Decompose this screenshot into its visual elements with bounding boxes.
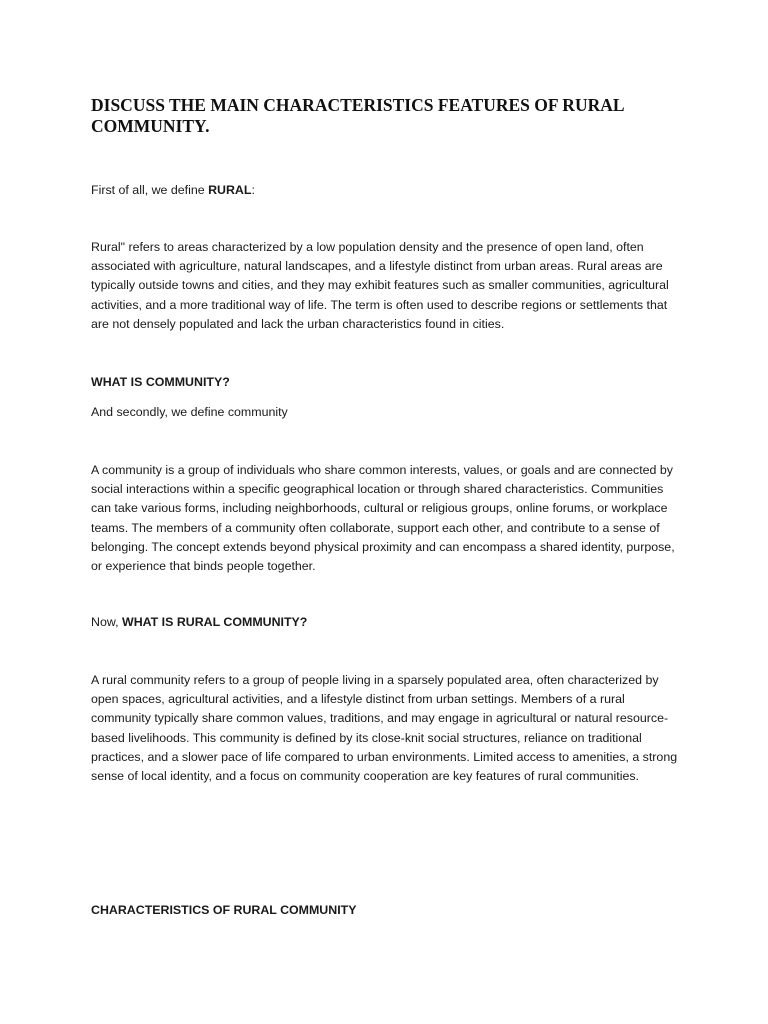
now-prefix: Now, <box>91 615 122 629</box>
intro-bold-term: RURAL <box>208 183 252 197</box>
rural-community-heading: WHAT IS RURAL COMMUNITY? <box>122 615 308 629</box>
intro-prefix: First of all, we define <box>91 183 209 197</box>
intro-suffix: : <box>251 183 255 197</box>
rural-community-definition-paragraph: A rural community refers to a group of people living in a sparsely populated area, often characterized by open spaces, agricultural activities, and a lifestyle distinct from urban settings. Members of a rural community typically share common values, traditions, and may engage in agricultural or natural resource-based livelihoods. This community is defined by its close-knit social structures, reliance on traditional practices, and a slower pace of life compared to urban environments. Limited access to amenities, a strong sense of local identity, and a focus on community cooperation are key features of rural communities. <box>91 673 678 784</box>
community-heading: WHAT IS COMMUNITY? <box>91 375 230 389</box>
intro-line <box>91 181 681 200</box>
second-definition-line: And secondly, we define community <box>91 405 288 419</box>
rural-community-question <box>91 613 681 632</box>
community-definition-paragraph: A community is a group of individuals who share common interests, values, or goals and are connected by social interactions within a specific geographical location or through shared characteristics. Communities can take various forms, including neighborhoods, cultural or religious groups, online forums, or workplace teams. The members of a community often collaborate, support each other, and contribute to a sense of belonging. The concept extends beyond physical proximity and can encompass a shared identity, purpose, or experience that binds people together. <box>91 463 675 574</box>
document-title: DISCUSS THE MAIN CHARACTERISTICS FEATURES OF RURAL COMMUNITY. <box>91 95 624 136</box>
characteristics-heading: CHARACTERISTICS OF RURAL COMMUNITY <box>91 903 357 917</box>
rural-definition-paragraph: Rural" refers to areas characterized by a low population density and the presence of open land, often associated with agriculture, natural landscapes, and a lifestyle distinct from urban areas. Rural areas are typically outside towns and cities, and they may exhibit features such as smaller communities, agricultural activities, and a more traditional way of life. The term is often used to describe regions or settlements that are not densely populated and lack the urban characteristics found in cities. <box>91 240 669 331</box>
